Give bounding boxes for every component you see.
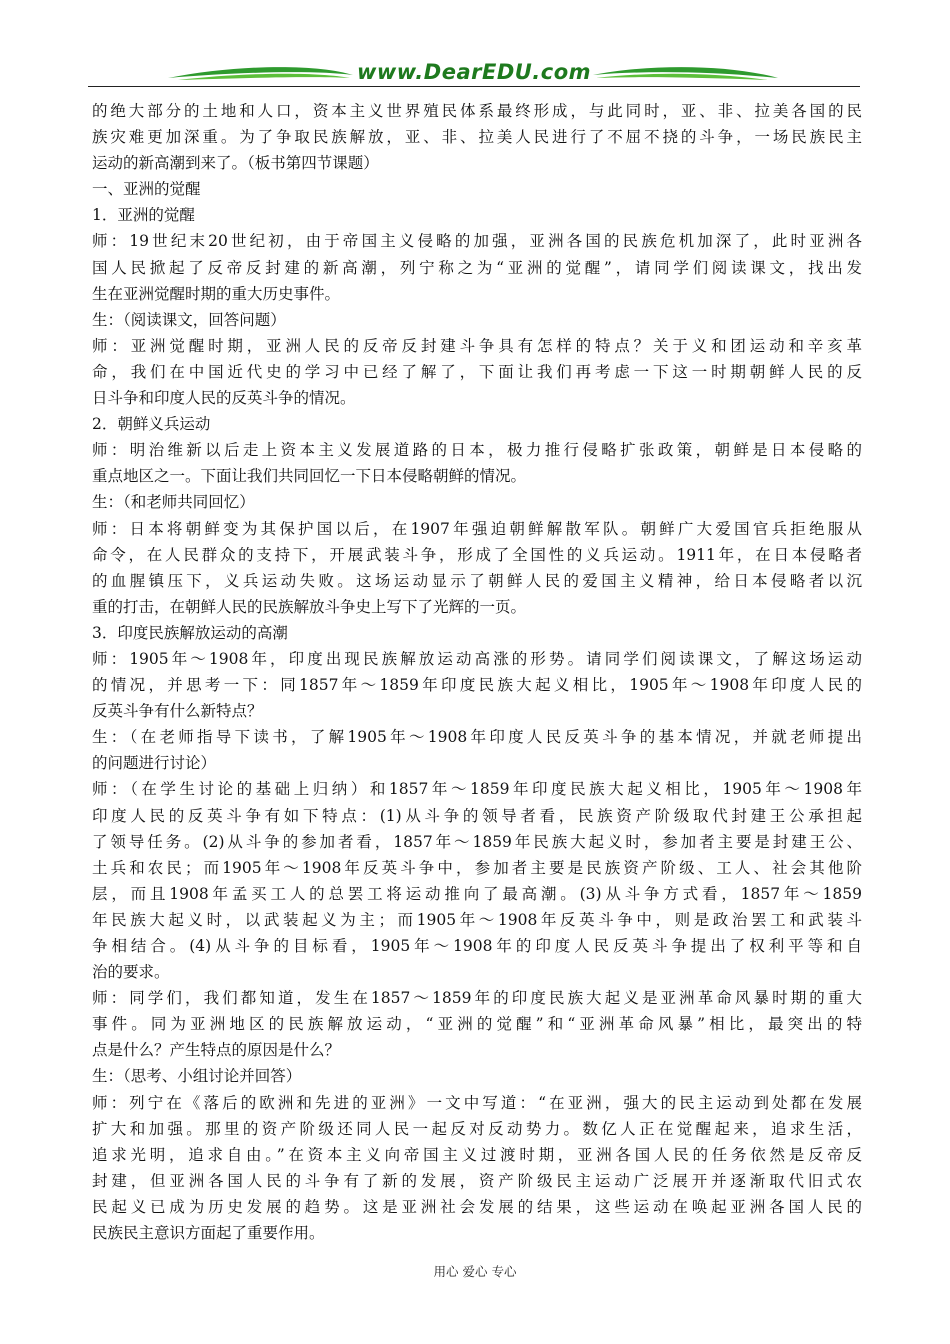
text-line: 生：（思考、小组讨论并回答） bbox=[92, 1067, 302, 1086]
text-line: 族灾难更加深重。为了争取民族解放，亚、非、拉美人民进行了不屈不挠的斗争，一场民族民主 bbox=[92, 128, 862, 147]
text-line: 师：同学们，我们都知道，发生在1857～1859年的印度民族大起义是亚洲革命风暴时期的重大 bbox=[92, 989, 862, 1008]
text-line: 争相结合。(4)从斗争的目标看，1905年～1908年的印度人民反英斗争提出了权利平等和自 bbox=[92, 937, 862, 955]
text-line: 国人民掀起了反帝反封建的新高潮，列宁称之为“亚洲的觉醒”，请同学们阅读课文，找出发 bbox=[92, 258, 862, 277]
text-line: 运动的新高潮到来了。（板书第四节课题） bbox=[92, 154, 379, 173]
text-line: 师：明治维新以后走上资本主义发展道路的日本，极力推行侵略扩张政策，朝鲜是日本侵略的 bbox=[92, 441, 862, 460]
text-line: 师：（在学生讨论的基础上归纳）和1857年～1859年印度民族大起义相比，1905年～1908年 bbox=[92, 780, 862, 799]
text-line: 命令，在人民群众的支持下，开展武装斗争，形成了全国性的义兵运动。1911年，在日本侵略者 bbox=[92, 545, 862, 564]
text-line: 师：19世纪末20世纪初，由于帝国主义侵略的加强，亚洲各国的民族危机加深了，此时亚洲各 bbox=[92, 232, 862, 251]
document-body bbox=[92, 98, 862, 1246]
text-line: 师：日本将朝鲜变为其保护国以后，在1907年强迫朝鲜解散军队。朝鲜广大爱国官兵拒绝服从 bbox=[92, 519, 862, 538]
header-divider bbox=[88, 86, 860, 87]
text-line: 层，而且1908年孟买工人的总罢工将运动推向了最高潮。(3)从斗争方式看，1857年～1859 bbox=[92, 884, 862, 903]
text-line: 生：（和老师共同回忆） bbox=[92, 493, 255, 512]
text-line: 土兵和农民；而1905年～1908年反英斗争中，参加者主要是民族资产阶级、工人、社会其他阶 bbox=[92, 858, 862, 877]
text-line: 一、亚洲的觉醒 bbox=[92, 180, 201, 199]
text-line: 命，我们在中国近代史的学习中已经了解了，下面让我们再考虑一下这一时期朝鲜人民的反 bbox=[92, 362, 862, 381]
text-line: 追求光明，追求自由。”在资本主义向帝国主义过渡时期，亚洲各国人民的任务依然是反帝反 bbox=[92, 1145, 862, 1164]
text-line: 生：（在老师指导下读书，了解1905年～1908年印度人民反英斗争的基本情况，并就老师提出 bbox=[92, 728, 862, 747]
text-line: 重的打击，在朝鲜人民的民族解放斗争史上写下了光辉的一页。 bbox=[92, 597, 527, 616]
text-line: 事件。同为亚洲地区的民族解放运动，“亚洲的觉醒”和“亚洲革命风暴”相比，最突出的特 bbox=[92, 1015, 862, 1034]
text-line: 生：（阅读课文，回答问题） bbox=[92, 310, 286, 329]
text-line: 日斗争和印度人民的反英斗争的情况。 bbox=[92, 389, 356, 408]
text-line: 年民族大起义时，以武装起义为主；而1905年～1908年反英斗争中，则是政治罢工和武装斗 bbox=[92, 910, 862, 929]
text-line: 3．印度民族解放运动的高潮 bbox=[92, 623, 288, 642]
text-line: 的绝大部分的土地和人口，资本主义世界殖民体系最终形成，与此同时，亚、非、拉美各国的民 bbox=[92, 102, 862, 120]
text-line: 师：列宁在《落后的欧洲和先进的亚洲》一文中写道：“在亚洲，强大的民主运动到处都在发展 bbox=[92, 1093, 862, 1112]
text-line: 的问题进行讨论） bbox=[92, 754, 217, 773]
text-line: 扩大和加强。那里的资产阶级还同人民一起反对反动势力。数亿人正在觉醒起来，追求生活， bbox=[92, 1119, 862, 1138]
text-line: 了领导任务。(2)从斗争的参加者看，1857年～1859年民族大起义时，参加者主要是封建王公、 bbox=[92, 832, 862, 851]
text-line: 1．亚洲的觉醒 bbox=[92, 206, 195, 225]
site-logo[interactable]: www.DearEDU.com bbox=[356, 60, 592, 84]
text-line: 2．朝鲜义兵运动 bbox=[92, 415, 211, 434]
text-line: 印度人民的反英斗争有如下特点：(1)从斗争的领导者看，民族资产阶级取代封建王公承担起 bbox=[92, 806, 862, 825]
text-line: 封建，但亚洲各国人民的斗争有了新的发展，资产阶级民主运动广泛展开并逐渐取代旧式农 bbox=[92, 1171, 862, 1190]
text-line: 生在亚洲觉醒时期的重大历史事件。 bbox=[92, 284, 341, 303]
text-line: 重点地区之一。下面让我们共同回忆一下日本侵略朝鲜的情况。 bbox=[92, 467, 527, 486]
text-line: 师：1905年～1908年，印度出现民族解放运动高涨的形势。请同学们阅读课文，了解这场运动 bbox=[92, 649, 862, 668]
text-line: 治的要求。 bbox=[92, 963, 170, 982]
text-line: 民族民主意识方面起了重要作用。 bbox=[92, 1224, 325, 1243]
text-line: 民起义已成为历史发展的趋势。这是亚洲社会发展的结果，这些运动在唤起亚洲各国人民的 bbox=[92, 1197, 862, 1216]
text-line: 反英斗争有什么新特点？ bbox=[92, 702, 263, 721]
text-line: 的血腥镇压下，义兵运动失败。这场运动显示了朝鲜人民的爱国主义精神，给日本侵略者以沉 bbox=[92, 571, 862, 590]
text-line: 点是什么？产生特点的原因是什么？ bbox=[92, 1041, 341, 1060]
page-footer: 用心 爱心 专心 bbox=[433, 1264, 517, 1279]
text-line: 的情况，并思考一下：同1857年～1859年印度民族大起义相比，1905年～1908年印度人民的 bbox=[92, 676, 862, 695]
text-line: 师：亚洲觉醒时期，亚洲人民的反帝反封建斗争具有怎样的特点？关于义和团运动和辛亥革 bbox=[92, 336, 862, 355]
